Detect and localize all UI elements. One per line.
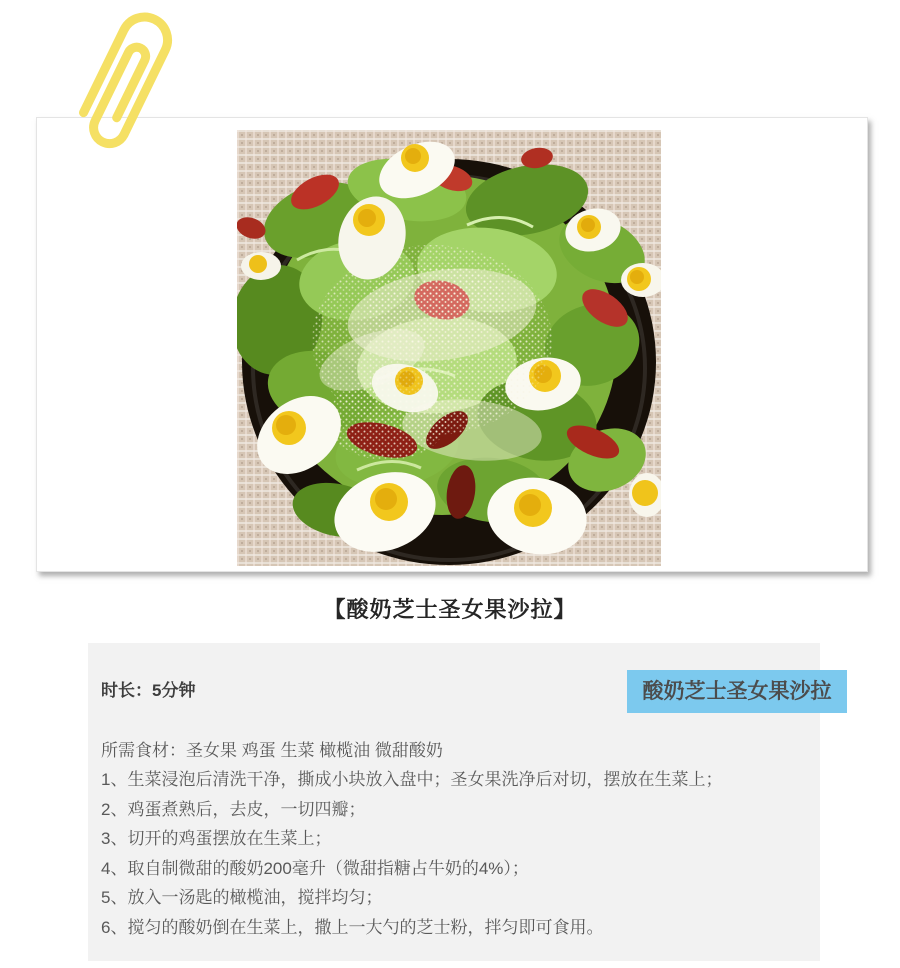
recipe-title: 【酸奶芝士圣女果沙拉】 (323, 597, 577, 622)
step-line-2: 2、鸡蛋煮熟后，去皮，一切四瓣； (101, 799, 366, 819)
salad-photo (237, 130, 661, 566)
steps-list (101, 765, 816, 942)
paperclip-icon (62, 0, 192, 152)
recipe-info-box (88, 643, 832, 961)
powder-top-layer (347, 285, 547, 425)
step-line-3: 3、切开的鸡蛋摆放在生菜上； (101, 829, 332, 848)
step-line-4: 4、取自制微甜的酸奶200毫升（微甜指糖占牛奶的4%）； (101, 858, 529, 878)
step-line-5: 5、放入一汤匙的橄榄油，搅拌均匀； (101, 888, 383, 907)
recipe-tag: 酸奶芝士圣女果沙拉 (627, 670, 847, 713)
paperclip-path (76, 9, 176, 149)
duration-text: 时长：5分钟 (101, 681, 196, 700)
step-line-6: 6、搅匀的酸奶倒在生菜上，撒上一大勺的芝士粉，拌匀即可食用。 (101, 917, 604, 937)
ingredients-line: 所需食材：圣女果 鸡蛋 生菜 橄榄油 微甜酸奶 (101, 741, 443, 760)
step-line-1: 1、生菜浸泡后清洗干净，撕成小块放入盘中；圣女果洗净后对切，摆放在生菜上； (101, 770, 723, 789)
photo-frame (36, 117, 868, 572)
